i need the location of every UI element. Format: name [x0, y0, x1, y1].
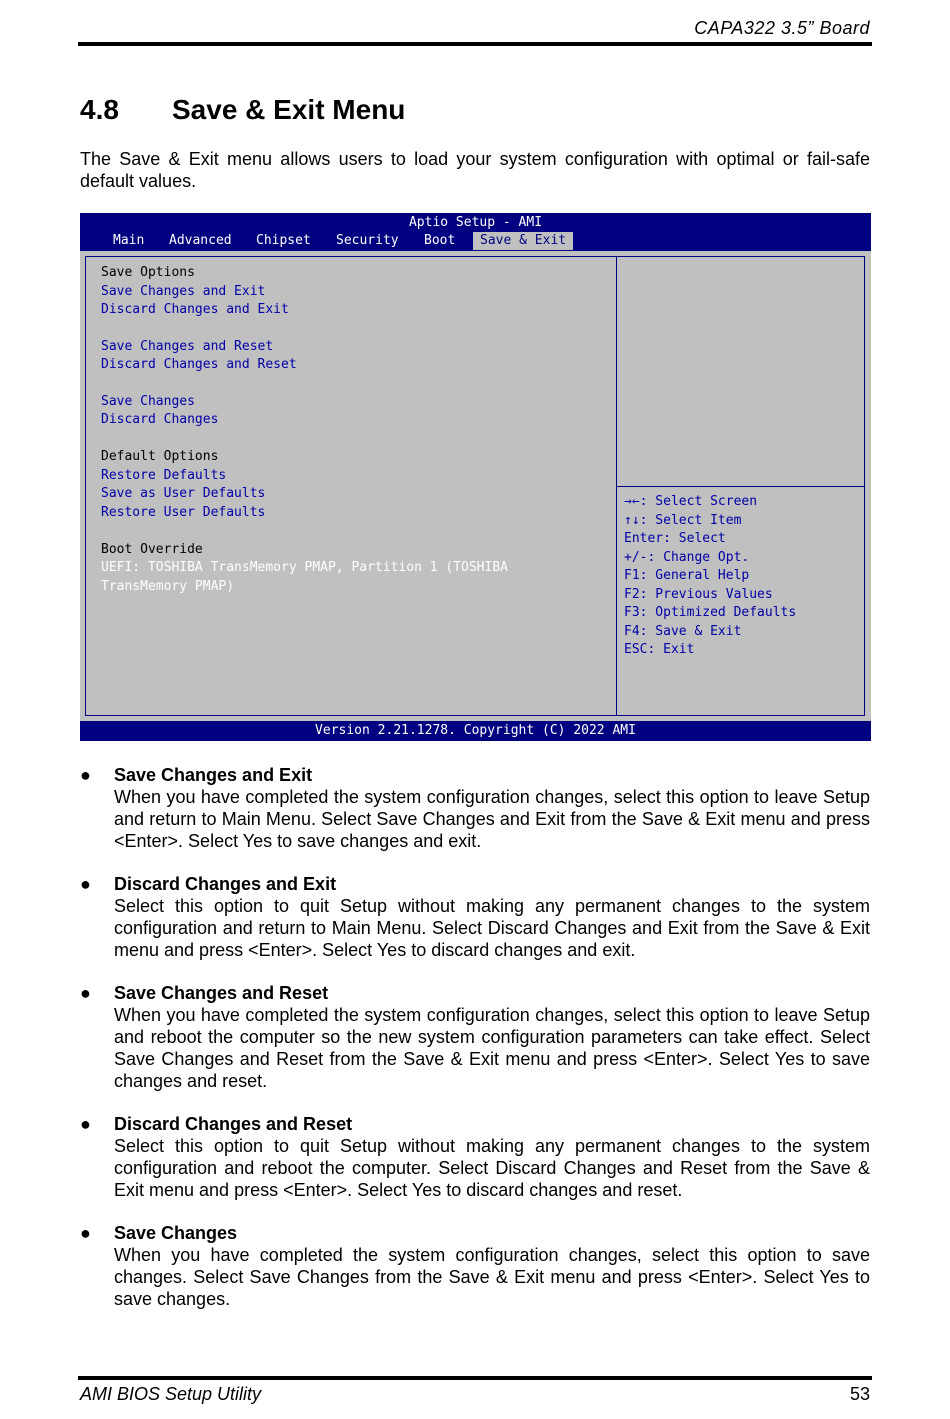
- bullet-icon: ●: [80, 874, 91, 894]
- bios-help-panel: [616, 256, 865, 716]
- footer-rule: [78, 1376, 872, 1380]
- bios-tab-main[interactable]: Main: [113, 233, 145, 248]
- section-number: 4.8: [80, 94, 119, 125]
- bios-tab-boot[interactable]: Boot: [424, 233, 456, 248]
- intro-paragraph: The Save & Exit menu allows users to load your system configuration with optimal or fail-safe default values.: [80, 149, 870, 191]
- help-enter-select: Enter: Select: [624, 531, 726, 546]
- bullet-icon: ●: [80, 1223, 91, 1243]
- running-header: CAPA322 3.5” Board: [694, 18, 870, 38]
- bios-option-boot-uefi-toshiba-cont[interactable]: TransMemory PMAP): [101, 579, 235, 594]
- bios-option-discard-changes[interactable]: Discard Changes: [101, 412, 219, 427]
- bullet-icon: ●: [80, 1114, 91, 1134]
- bios-option-save-changes[interactable]: Save Changes: [101, 394, 195, 409]
- bios-group-save-options: Save Options: [101, 265, 195, 280]
- bios-option-discard-changes-reset[interactable]: Discard Changes and Reset: [101, 357, 297, 372]
- help-previous-values: F2: Previous Values: [624, 587, 773, 602]
- help-select-screen: →←: Select Screen: [624, 494, 758, 509]
- bios-option-boot-uefi-toshiba[interactable]: UEFI: TOSHIBA TransMemory PMAP, Partition 1 (TOSHIBA: [101, 560, 508, 575]
- help-divider: [617, 486, 864, 487]
- bios-title: Aptio Setup - AMI: [408, 215, 543, 230]
- item-title: Discard Changes and Exit: [114, 874, 337, 894]
- bios-group-boot-override: Boot Override: [101, 542, 203, 557]
- bios-title-bar: [80, 213, 871, 251]
- bios-group-default-options: Default Options: [101, 449, 219, 464]
- bios-tab-advanced[interactable]: Advanced: [169, 233, 232, 248]
- help-esc-exit: ESC: Exit: [624, 642, 695, 657]
- item-body: When you have completed the system configuration changes, select this option to leave Setup and reboot the computer so the new system configuration parameters can take effect. Select Save Changes and Reset from the Save & Exit menu and press <Enter>. Select Yes to save changes and reset.: [114, 1005, 870, 1091]
- section-title: Save & Exit Menu: [172, 94, 406, 125]
- bullet-icon: ●: [80, 983, 91, 1003]
- bios-tab-chipset[interactable]: Chipset: [256, 233, 311, 248]
- help-change-opt: +/-: Change Opt.: [624, 550, 750, 565]
- item-title: Save Changes and Exit: [114, 765, 313, 785]
- item-title: Discard Changes and Reset: [114, 1114, 353, 1134]
- bios-option-save-changes-reset[interactable]: Save Changes and Reset: [101, 339, 274, 354]
- bios-option-restore-user-defaults[interactable]: Restore User Defaults: [101, 505, 266, 520]
- item-title: Save Changes and Reset: [114, 983, 329, 1003]
- help-general-help: F1: General Help: [624, 568, 750, 583]
- bios-option-save-changes-exit[interactable]: Save Changes and Exit: [101, 284, 266, 299]
- bios-option-save-user-defaults[interactable]: Save as User Defaults: [101, 486, 266, 501]
- bios-screenshot: [80, 213, 871, 741]
- bios-option-restore-defaults[interactable]: Restore Defaults: [101, 468, 227, 483]
- item-body: Select this option to quit Setup without making any permanent changes to the system configuration and reboot the computer. Select Discard Changes and Reset from the Save & Exit menu and press <Enter>. Select Yes to discard changes and reset.: [114, 1136, 870, 1200]
- bios-tab-save-exit[interactable]: Save & Exit: [473, 232, 573, 250]
- footer-title: AMI BIOS Setup Utility: [80, 1384, 262, 1404]
- bios-option-discard-changes-exit[interactable]: Discard Changes and Exit: [101, 302, 289, 317]
- header-rule: [78, 42, 872, 46]
- item-body: When you have completed the system configuration changes, select this option to leave Setup and return to Main Menu. Select Save Changes and Exit from the Save & Exit menu and press <Enter>. Select Yes to save changes and exit.: [114, 787, 870, 851]
- bios-tab-security[interactable]: Security: [336, 233, 399, 248]
- bios-version-bar: Version 2.21.1278. Copyright (C) 2022 AMI: [80, 721, 871, 741]
- bullet-icon: ●: [80, 765, 91, 785]
- bios-options-panel: [85, 256, 617, 716]
- page-number: 53: [849, 1384, 870, 1404]
- help-optimized-defaults: F3: Optimized Defaults: [624, 605, 797, 620]
- item-body: When you have completed the system configuration changes, select this option to save changes. Select Save Changes from the Save & Exit menu and press <Enter>. Select Yes to save changes.: [114, 1245, 870, 1309]
- help-save-exit: F4: Save & Exit: [624, 624, 742, 639]
- help-select-item: ↑↓: Select Item: [624, 513, 742, 528]
- item-body: Select this option to quit Setup without making any permanent changes to the system configuration and return to Main Menu. Select Discard Changes and Exit from the Save & Exit menu and press <Enter>. Select Yes to discard changes and exit.: [114, 896, 870, 960]
- item-title: Save Changes: [114, 1223, 238, 1243]
